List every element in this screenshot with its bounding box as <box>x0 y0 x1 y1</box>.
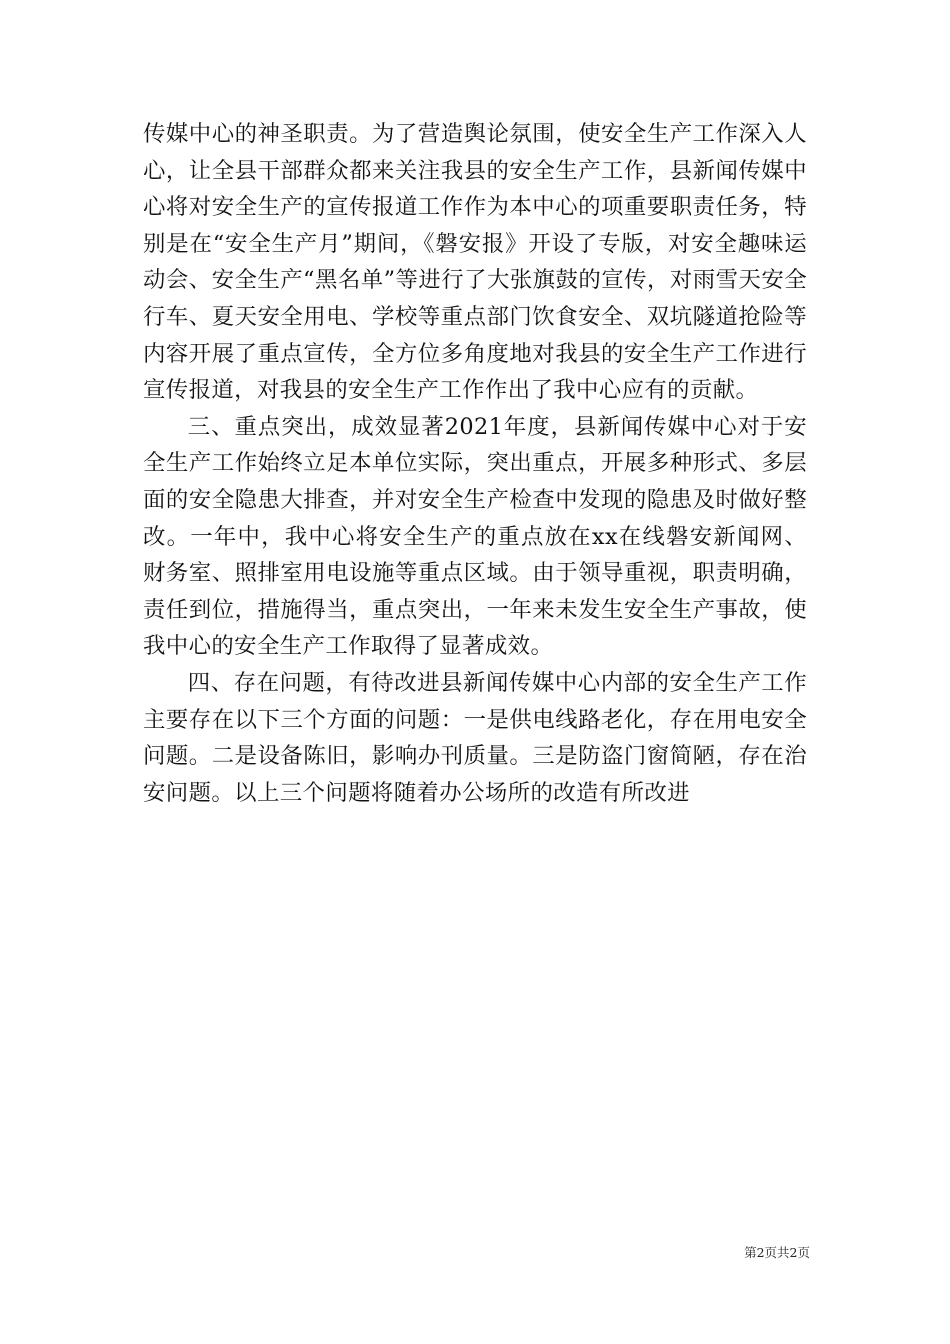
page-number-footer: 第2页共2页 <box>744 1245 810 1260</box>
paragraph-existing-problems: 四、存在问题，有待改进县新闻传媒中心内部的安全生产工作主要存在以下三个方面的问题：一是供电线路老化，存在用电安全问题。二是设备陈旧，影响办刊质量。三是防盗门窗简陋，存在治安问题。以上三个问题将随着办公场所的改造有所改进 <box>143 669 807 806</box>
document-body <box>143 116 807 811</box>
paragraph-key-points: 三、重点突出，成效显著2021年度，县新闻传媒中心对于安全生产工作始终立足本单位实际，突出重点，开展多种形式、多层面的安全隐患大排查，并对安全生产检查中发现的隐患及时做好整改。一年中，我中心将安全生产的重点放在xx在线磐安新闻网、财务室、照排室用电设施等重点区域。由于领导重视，职责明确，责任到位，措施得当，重点突出，一年来未发生安全生产事故，使我中心的安全生产工作取得了显著成效。 <box>143 413 807 660</box>
paragraph-publicity: 传媒中心的神圣职责。为了营造舆论氛围，使安全生产工作深入人心，让全县干部群众都来关注我县的安全生产工作，县新闻传媒中心将对安全生产的宣传报道工作作为本中心的项重要职责任务，特别是在“安全生产月”期间，《磐安报》开设了专版，对安全趣味运动会、安全生产“黑名单”等进行了大张旗鼓的宣传，对雨雪天安全行车、夏天安全用电、学校等重点部门饮食安全、双坑隧道抢险等内容开展了重点宣传，全方位多角度地对我县的安全生产工作进行宣传报道，对我县的安全生产工作作出了我中心应有的贡献。 <box>143 121 807 404</box>
